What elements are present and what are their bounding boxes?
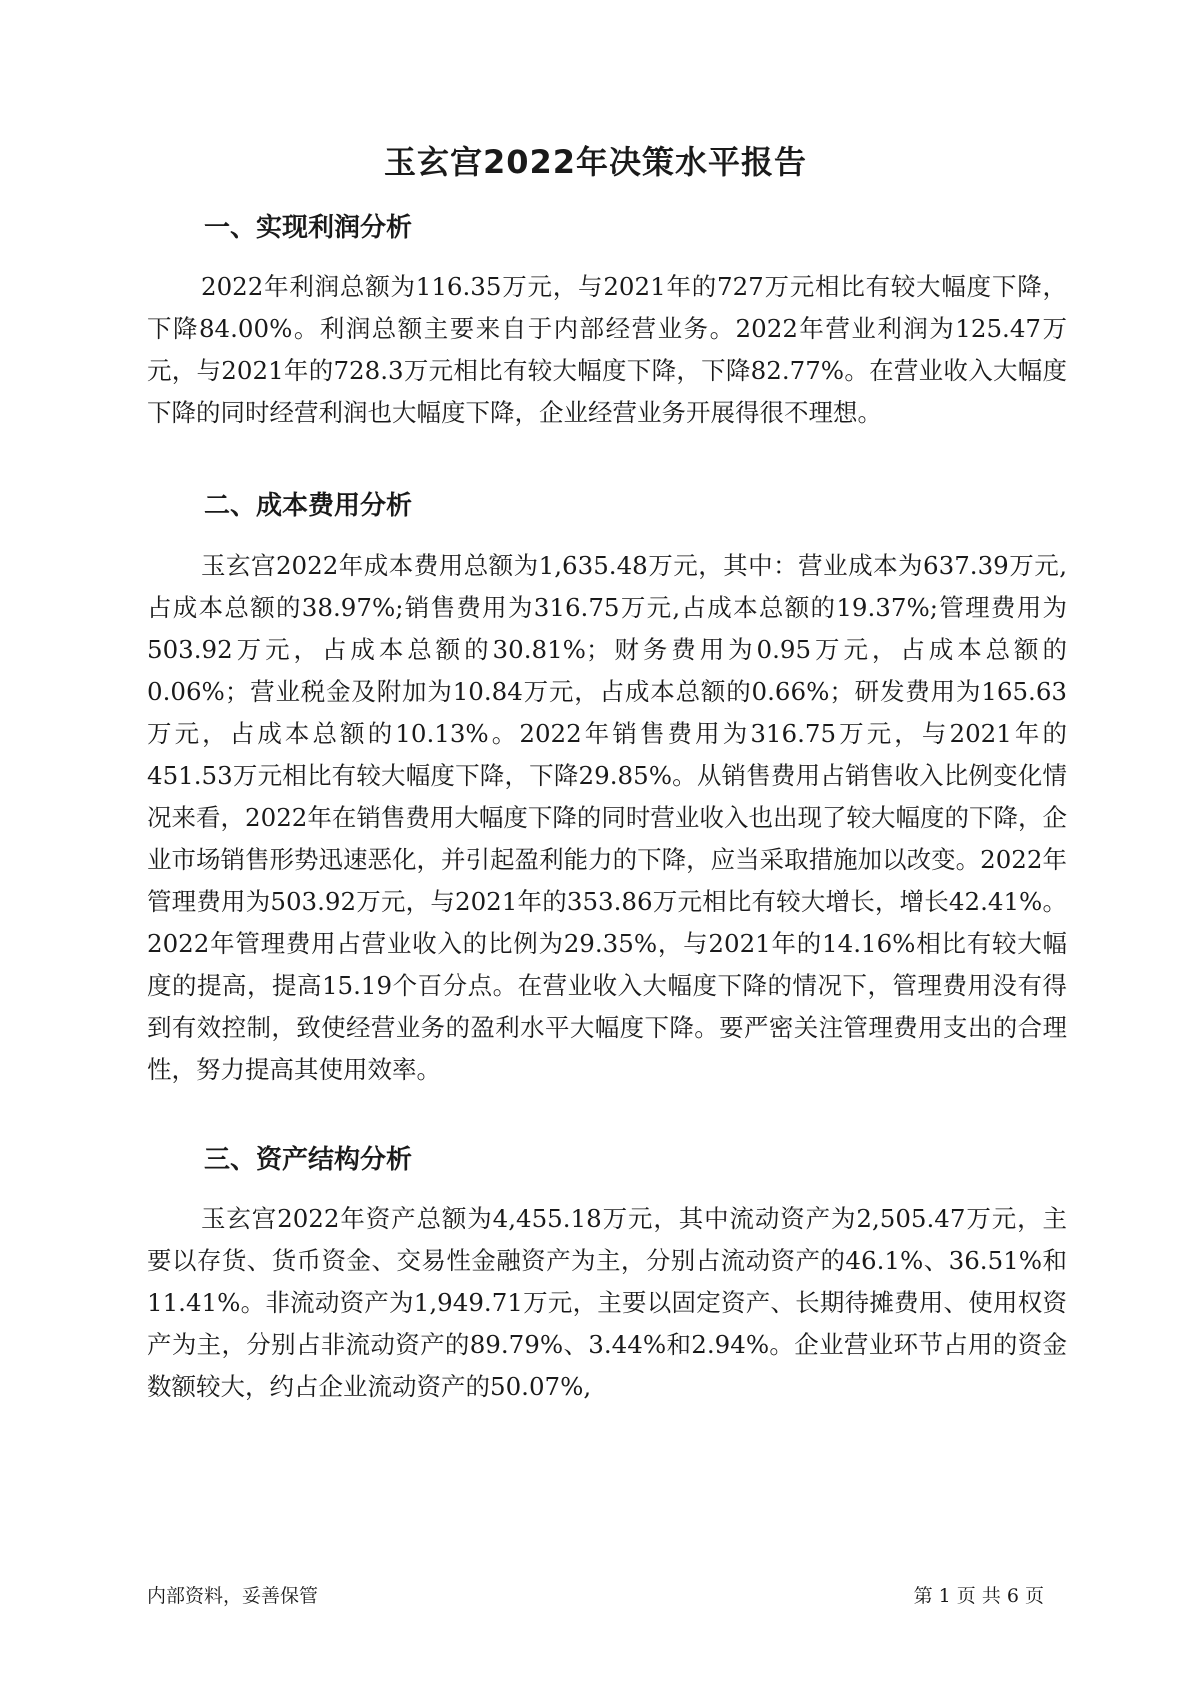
section-heading-assets: 三、资产结构分析 [204, 1145, 413, 1175]
section-paragraph-assets: 玉玄宫2022年资产总额为4,455.18万元，其中流动资产为2,505.47万元，主要以存货、货币资金、交易性金融资产为主，分别占流动资产的46.1%、36.51%和11.41%。非流动资产为1,949.71万元，主要以固定资产、长期待摊费用、使用权资产为主，分别占非流动资产的89.79%、3.44%和2.94%。企业营业环节占用的资金数额较大，约占企业流动资产的50.07%, [147, 1204, 1067, 1401]
section-heading-cost: 二、成本费用分析 [204, 491, 413, 521]
section-heading-profit: 一、实现利润分析 [204, 213, 413, 243]
section-paragraph-profit: 2022年利润总额为116.35万元，与2021年的727万元相比有较大幅度下降，下降84.00%。利润总额主要来自于内部经营业务。2022年营业利润为125.47万元，与2021年的728.3万元相比有较大幅度下降，下降82.77%。在营业收入大幅度下降的同时经营利润也大幅度下降，企业经营业务开展得很不理想。 [147, 272, 1067, 427]
section-paragraph-cost: 玉玄宫2022年成本费用总额为1,635.48万元，其中：营业成本为637.39万元,占成本总额的38.97%;销售费用为316.75万元,占成本总额的19.37%;管理费用为503.92万元，占成本总额的30.81%；财务费用为0.95万元，占成本总额的0.06%；营业税金及附加为10.84万元，占成本总额的0.66%；研发费用为165.63万元，占成本总额的10.13%。2022年销售费用为316.75万元，与2021年的451.53万元相比有较大幅度下降，下降29.85%。从销售费用占销售收入比例变化情况来看，2022年在销售费用大幅度下降的同时营业收入也出现了较大幅度的下降，企业市场销售形势迅速恶化，并引起盈利能力的下降，应当采取措施加以改变。2022年管理费用为503.92万元，与2021年的353.86万元相比有较大增长，增长42.41%。2022年管理费用占营业收入的比例为29.35%，与2021年的14.16%相比有较大幅度的提高，提高15.19个百分点。在营业收入大幅度下降的情况下，管理费用没有得到有效控制，致使经营业务的盈利水平大幅度下降。要严密关注管理费用支出的合理性，努力提高其使用效率。 [147, 551, 1067, 1084]
footer-confidential-note: 内部资料，妥善保管 [147, 1585, 319, 1607]
footer-page-number: 第 1 页 共 6 页 [913, 1585, 1044, 1607]
document-title: 玉玄宫2022年决策水平报告 [383, 143, 808, 181]
